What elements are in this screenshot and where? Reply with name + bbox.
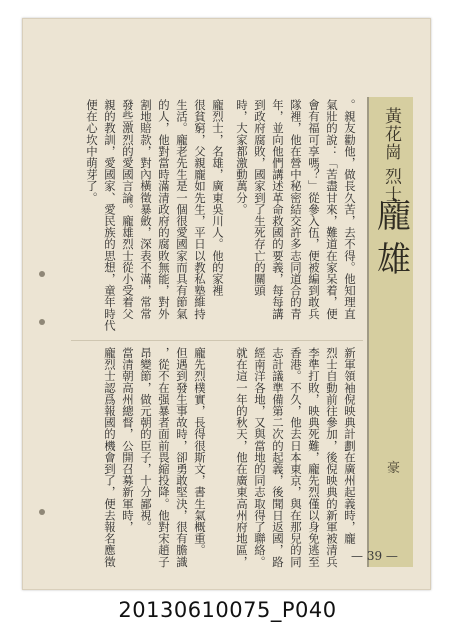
text-column: 發些激烈的愛國言論。龐雄烈士從小受着父	[121, 99, 135, 320]
text-column: ，從不在强暴者面前畏縮投降。他對宋趙子	[157, 347, 171, 568]
text-column: 昂變節，做元朝的臣子，十分鄙視。	[139, 347, 153, 533]
text-column: 當清朝高州總督，公開召募新軍時，	[121, 347, 135, 533]
text-column: 新軍領袖倪映典計劃在廣州起義時，龐	[343, 347, 357, 545]
text-column: 。親友勸他，做長久苦，去不得。他知理直	[343, 99, 357, 320]
text-column: 親的教訓，愛國家、愛民族的思想，童年時代	[103, 99, 117, 331]
punch-hole	[39, 319, 45, 325]
article-author: 黃花崗 烈士	[381, 107, 401, 204]
text-column: 烈士自動前往參加，後倪映典的新軍被清兵	[325, 347, 339, 568]
section-divider	[71, 340, 363, 341]
text-column: 會有福可享嗎？」從參入伍，便被編到敢兵	[307, 99, 321, 320]
title-banner	[367, 97, 413, 567]
text-column: 隊裡，他在營中秘密結交許多志同道合的青	[289, 99, 303, 320]
text-column: 李準打敗，映典死難，龐先烈僅以身免逃至	[307, 347, 321, 568]
text-column: 便在心坎中萌芽了。	[85, 99, 99, 204]
page-number: — 39 —	[351, 549, 398, 563]
text-column: 生活。龐老先生是一個很愛國家而具有節氣	[175, 99, 189, 320]
text-column: 但遇到發生事故時，卻勇敢堅決，很有膽識	[175, 347, 189, 568]
text-column: 氣壯的說：「苦盡甘來，難道在家呆着，便	[325, 99, 339, 320]
article-title: 龐雄	[370, 197, 411, 285]
punch-hole	[39, 509, 45, 515]
text-column: 龐先烈樸實，長得很斯文，書生氣概重。	[193, 347, 207, 556]
punch-hole	[39, 271, 45, 277]
text-column: 很貧窮，父親龐如先生，平日以教私塾維持	[193, 99, 207, 320]
text-column: 就在這一年的秋天，他在廣東高州府地區，	[235, 347, 249, 568]
text-column: 經南洋各地，又與當地的同志取得了聯絡。	[253, 347, 267, 568]
text-column: 的人，他對當時滿清政府的腐敗無能，對外	[157, 99, 171, 320]
text-column: 到政府腐敗，國家到了生死存亡的關頭	[253, 99, 267, 297]
article-signature: 豪	[387, 461, 401, 476]
image-caption: 20130610075_P040	[118, 598, 337, 622]
scanned-page	[22, 18, 431, 590]
text-column: 年，並向他們講述革命救國的要義，每每講	[271, 99, 285, 320]
text-column: 香港。不久，他去日本東京，與在那兒的同	[289, 347, 303, 568]
text-column: 時，大家都激動萬分。	[235, 99, 249, 215]
text-column: 割地賠款，對內橫徵暴斂，深表不滿，常常	[139, 99, 153, 320]
text-column: 志計議準備第二次的起義，後聞日返國，路	[271, 347, 285, 568]
text-column: 龐烈士認爲報國的機會到了，便去報名應徵	[103, 347, 117, 568]
text-column: 龐烈士，名雄，廣東吳川人。他的家裡	[211, 99, 225, 297]
